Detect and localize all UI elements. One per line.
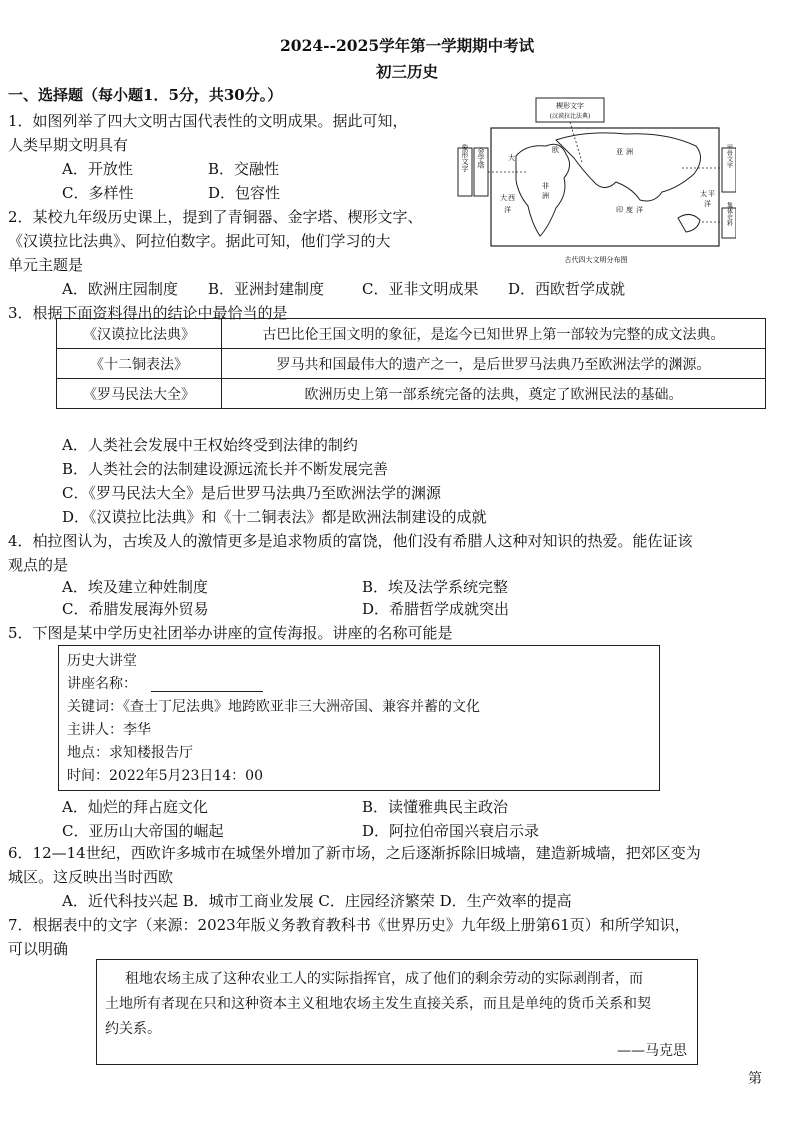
table-row (57, 379, 766, 409)
quote-line2: 土地所有者现在只和这种资本主义租地农场主发生直接关系，而且是单纯的货币关系和契 (105, 996, 651, 1012)
q4-stem-line1: 4．柏拉图认为，古埃及人的激情更多是追求物质的富饶，他们没有希腊人这种对知识的热爱。能佐证该 (8, 532, 693, 550)
q2-option-b[interactable]: B．亚洲封建制度 (208, 280, 325, 298)
ancient-civilizations-map (456, 96, 736, 270)
table-row (57, 349, 766, 379)
table-cell-desc: 古巴比伦王国文明的象征，是迄今已知世界上第一部较为完整的成文法典。 (222, 319, 766, 349)
map-label-hieroglyph: 象形文字 (461, 144, 469, 172)
table-cell-law: 《汉谟拉比法典》 (57, 319, 222, 349)
q3-option-d[interactable]: D．《汉谟拉比法典》和《十二铜表法》都是欧洲法制建设的成就 (62, 508, 487, 526)
marx-quote-box (96, 959, 698, 1065)
q2-stem-line3: 单元主题是 (8, 256, 84, 274)
map-region-label: 大 (508, 154, 515, 162)
map-region-label: 大 (500, 194, 507, 202)
q7-stem-line2: 可以明确 (8, 940, 69, 958)
q2-stem-line1: 2．某校九年级历史课上，提到了青铜器、金字塔、楔形文字、 (8, 208, 423, 226)
map-region-label: 西 (508, 194, 515, 202)
map-label-hammurabi: (汉谟拉比法典) (549, 113, 591, 120)
q2-option-a[interactable]: A．欧洲庄园制度 (62, 280, 178, 298)
q3-option-b[interactable]: B．人类社会的法制建设源远流长并不断发展完善 (62, 460, 389, 478)
q5-option-d[interactable]: D．阿拉伯帝国兴衰启示录 (362, 822, 540, 840)
q2-stem-line2: 《汉谟拉比法典》、阿拉伯数字。据此可知，他们学习的大 (8, 232, 391, 250)
table-cell-desc: 欧洲历史上第一部系统完备的法典，奠定了欧洲民法的基础。 (222, 379, 766, 409)
q1-option-a[interactable]: A．开放性 (62, 160, 133, 178)
q2-option-c[interactable]: C．亚非文明成果 (362, 280, 479, 298)
table-row (57, 319, 766, 349)
table-cell-law: 《十二铜表法》 (57, 349, 222, 379)
q5-option-b[interactable]: B．读懂雅典民主政治 (362, 798, 509, 816)
q3-law-table (56, 318, 766, 409)
quote-line3: 约关系。 (105, 1021, 161, 1037)
section-heading: 一、选择题（每小题1．5分，共30分。） (8, 86, 283, 104)
q3-stem: 3．根据下面资料得出的结论中最恰当的是 (8, 304, 288, 322)
map-region-label: 洋 (504, 206, 511, 214)
map-label-oracle: 甲骨文字 (725, 144, 733, 168)
q1-stem-line1: 1．如图列举了四大文明古国代表性的文明成果。据此可知， (8, 112, 408, 130)
poster-heading: 历史大讲堂 (67, 653, 137, 669)
map-region-label: 平 (708, 190, 715, 198)
lecture-poster (58, 645, 660, 791)
poster-lecture-name-label: 讲座名称： (67, 676, 137, 692)
poster-keywords: 关键词：《查士丁尼法典》地跨欧亚非三大洲帝国、兼容并蓄的文化 (67, 699, 480, 715)
q3-option-c[interactable]: C．《罗马民法大全》是后世罗马法典乃至欧洲法学的渊源 (62, 484, 441, 502)
q4-option-d[interactable]: D．希腊哲学成就突出 (362, 600, 510, 618)
table-cell-law: 《罗马民法大全》 (57, 379, 222, 409)
q1-stem-line2: 人类早期文明具有 (8, 136, 129, 154)
exam-subtitle: 初三历史 (376, 62, 439, 81)
q1-option-b[interactable]: B．交融性 (208, 160, 280, 178)
q1-option-d[interactable]: D．包容性 (208, 184, 281, 202)
q4-option-c[interactable]: C．希腊发展海外贸易 (62, 600, 209, 618)
map-region-label: 非 (542, 182, 549, 190)
map-region-label: 太 (700, 190, 707, 198)
q4-option-b[interactable]: B．埃及法学系统完整 (362, 578, 509, 596)
map-caption: 古代四大文明分布图 (564, 256, 628, 264)
q4-stem-line2: 观点的是 (8, 556, 69, 574)
poster-time: 时间：2022年5月23日14：00 (67, 768, 263, 784)
table-cell-desc: 罗马共和国最伟大的遗产之一，是后世罗马法典乃至欧洲法学的渊源。 (222, 349, 766, 379)
poster-lecture-name (67, 673, 263, 693)
q5-option-c[interactable]: C．亚历山大帝国的崛起 (62, 822, 224, 840)
map-region-label: 度 (626, 206, 633, 214)
q7-stem-line1: 7．根据表中的文字（来源：2023年版义务教育教科书《世界历史》九年级上册第61页）和所学知识， (8, 916, 690, 934)
q5-option-a[interactable]: A．灿烂的拜占庭文化 (62, 798, 208, 816)
q6-stem-line2: 城区。这反映出当时西欧 (8, 868, 174, 886)
q4-option-a[interactable]: A．埃及建立种姓制度 (62, 578, 208, 596)
page-mark: 第 (748, 1071, 762, 1087)
map-region-label: 洋 (704, 200, 711, 208)
exam-title: 2024--2025学年第一学期期中考试 (280, 36, 535, 55)
map-region-label: 亚 (616, 148, 623, 156)
q3-option-a[interactable]: A．人类社会发展中王权始终受到法律的制约 (62, 436, 358, 454)
poster-location: 地点：求知楼报告厅 (67, 745, 193, 761)
q5-stem: 5．下图是某中学历史社团举办讲座的宣传海报。讲座的名称可能是 (8, 624, 453, 642)
map-region-label: 印 (616, 206, 623, 214)
poster-blank (151, 677, 263, 692)
map-label-bronze: 集体史料 (725, 202, 733, 226)
q6-options[interactable]: A．近代科技兴起 B．城市工商业发展 C．庄园经济繁荣 D．生产效率的提高 (62, 892, 572, 910)
quote-source: ——马克思 (617, 1043, 687, 1059)
map-label-pyramid: 金字塔 (477, 147, 485, 169)
quote-line1: 租地农场主成了这种农业工人的实际指挥官，成了他们的剩余劳动的实际剥削者，而 (125, 971, 643, 987)
map-region-label: 洋 (636, 206, 643, 214)
q6-stem-line1: 6．12—14世纪，西欧许多城市在城堡外增加了新市场，之后逐渐拆除旧城墙，建造新城墙，把郊区变为 (8, 844, 701, 862)
map-region-label: 洲 (626, 148, 633, 156)
map-region-label: 洲 (542, 192, 549, 200)
q2-option-d[interactable]: D．西欧哲学成就 (508, 280, 626, 298)
map-region-label: 欧 (552, 146, 559, 154)
q1-option-c[interactable]: C．多样性 (62, 184, 134, 202)
map-label-cuneiform: 楔形文字 (556, 102, 584, 110)
poster-speaker: 主讲人：李华 (67, 722, 151, 738)
